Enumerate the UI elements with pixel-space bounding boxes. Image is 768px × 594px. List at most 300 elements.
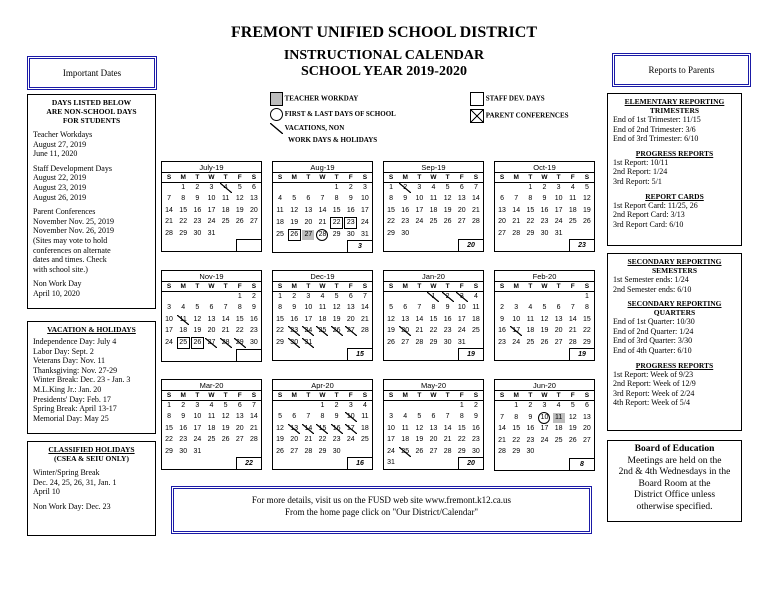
day-cell xyxy=(495,412,509,424)
day-number: 9 xyxy=(292,304,297,312)
day-number: 2 xyxy=(399,183,411,193)
day-cell xyxy=(190,194,204,206)
empty-cell xyxy=(412,228,426,240)
day-cell xyxy=(523,182,537,194)
day-number: 16 xyxy=(443,315,452,323)
empty-cell xyxy=(287,182,301,194)
day-number: 3 xyxy=(556,184,561,191)
weekday-header: M xyxy=(287,173,301,182)
weekday-header: S xyxy=(273,391,287,400)
day-number: 26 xyxy=(235,218,244,226)
weekday-header: T xyxy=(441,391,455,400)
day-number: 28 xyxy=(304,447,313,455)
day-cell xyxy=(273,412,287,424)
day-cell xyxy=(315,412,329,424)
day-number: 10 xyxy=(361,195,369,203)
day-cell xyxy=(204,412,218,424)
day-cell xyxy=(469,303,483,315)
day-cell xyxy=(233,435,247,447)
empty-cell xyxy=(441,240,455,252)
empty-cell xyxy=(287,241,301,253)
weekday-header: M xyxy=(176,282,190,291)
day-cell xyxy=(330,182,344,194)
day-cell xyxy=(190,412,204,424)
page-title: FREMONT UNIFIED SCHOOL DISTRICT xyxy=(231,24,537,41)
day-cell xyxy=(358,423,372,435)
day-number: 29 xyxy=(457,447,466,455)
day-number: 10 xyxy=(345,412,357,422)
weekday-header: W xyxy=(426,173,440,182)
day-number: 1 xyxy=(528,184,533,191)
day-cell xyxy=(398,182,412,194)
day-number: 7 xyxy=(223,304,228,312)
gray-swatch-icon xyxy=(270,92,283,106)
day-number: 21 xyxy=(250,424,258,432)
day-cell xyxy=(495,424,509,436)
empty-cell xyxy=(509,458,523,470)
day-cell xyxy=(330,400,344,412)
day-number: 24 xyxy=(207,218,216,226)
day-number: 7 xyxy=(362,293,367,300)
weekday-header: F xyxy=(344,282,358,291)
day-number: 5 xyxy=(584,184,589,191)
day-cell xyxy=(580,194,594,206)
day-cell xyxy=(523,303,537,315)
staff-dev-list xyxy=(33,164,150,202)
day-cell xyxy=(301,423,315,435)
text-line: April 10, 2020 xyxy=(33,288,80,298)
day-number: 22 xyxy=(526,218,535,226)
day-number: 17 xyxy=(540,425,549,433)
day-number: 19 xyxy=(583,206,591,214)
text-line: End of 3rd Trimester: 6/10 xyxy=(613,134,699,144)
day-cell xyxy=(566,400,580,412)
day-number: 26 xyxy=(443,218,452,226)
day-cell xyxy=(204,303,218,315)
day-cell xyxy=(398,412,412,424)
day-number: 18 xyxy=(568,206,577,214)
day-number: 14 xyxy=(568,315,577,323)
weekday-header: W xyxy=(537,173,551,182)
day-cell xyxy=(358,303,372,315)
empty-cell xyxy=(537,349,551,361)
day-number: 18 xyxy=(207,424,216,432)
day-number: 14 xyxy=(318,206,327,214)
text-line: End of 2nd Quarter: 1/24 xyxy=(613,326,694,336)
day-cell xyxy=(398,228,412,240)
day-number: 31 xyxy=(207,229,216,237)
day-number: 28 xyxy=(361,327,369,335)
weekday-header: S xyxy=(273,282,287,291)
day-cell xyxy=(469,205,483,217)
weekday-header: T xyxy=(301,391,315,400)
day-number: 13 xyxy=(457,195,466,203)
day-cell xyxy=(566,424,580,436)
text-line: August 22, 2019 xyxy=(33,173,87,183)
empty-cell xyxy=(509,349,523,361)
text-line: District Office unless xyxy=(633,490,716,500)
day-number: 13 xyxy=(235,413,244,421)
day-number: 12 xyxy=(235,195,244,203)
day-cell xyxy=(330,326,344,338)
empty-cell xyxy=(315,458,329,470)
day-cell xyxy=(523,326,537,338)
day-number: 3 xyxy=(417,184,422,191)
day-number: 29 xyxy=(512,448,521,456)
day-number: 30 xyxy=(401,229,410,237)
text-line: 3rd Report: Week of 2/24 xyxy=(613,388,695,398)
day-number: 1 xyxy=(584,293,589,300)
day-number: 1 xyxy=(514,402,519,409)
text-line: End of 4th Quarter: 6/10 xyxy=(613,345,692,355)
day-number: 21 xyxy=(443,436,452,444)
day-cell xyxy=(509,400,523,412)
weekday-header: T xyxy=(219,282,233,291)
day-cell xyxy=(412,435,426,447)
empty-cell xyxy=(344,337,358,349)
day-number: 11 xyxy=(276,206,284,214)
day-number: 13 xyxy=(498,206,506,214)
day-number: 5 xyxy=(445,184,450,191)
day-number: 27 xyxy=(457,218,466,226)
day-cell xyxy=(344,435,358,447)
month-name: Apr-20 xyxy=(273,380,372,391)
day-number: 26 xyxy=(583,218,591,226)
day-cell xyxy=(509,228,523,240)
day-cell xyxy=(537,303,551,315)
day-cell xyxy=(398,314,412,326)
empty-cell xyxy=(523,240,537,252)
day-cell xyxy=(219,423,233,435)
day-cell xyxy=(384,337,398,349)
day-cell xyxy=(247,291,261,303)
day-cell xyxy=(426,303,440,315)
day-cell xyxy=(247,303,261,315)
day-cell xyxy=(247,194,261,206)
text-line: August 27, 2019 xyxy=(33,139,87,149)
legend-vacations: VACATIONS, NON xyxy=(270,123,470,135)
day-cell xyxy=(315,291,329,303)
text-line: August 23, 2019 xyxy=(33,182,87,192)
day-number: 4 xyxy=(556,402,561,409)
day-cell xyxy=(537,337,551,349)
day-cell xyxy=(247,182,261,194)
text-line: 2nd & 4th Wednesdays in the xyxy=(618,467,731,477)
day-number: 25 xyxy=(177,337,190,349)
weekday-header: S xyxy=(469,391,483,400)
weekday-header: M xyxy=(287,282,301,291)
weekday-header: S xyxy=(247,173,261,182)
month-name: Jan-20 xyxy=(384,271,483,282)
day-cell xyxy=(509,424,523,436)
day-number: 18 xyxy=(221,206,230,214)
empty-cell xyxy=(204,446,218,458)
month-calendar xyxy=(161,161,262,252)
empty-cell xyxy=(412,240,426,252)
day-number: 12 xyxy=(415,424,424,432)
day-number: 19 xyxy=(415,436,424,444)
day-cell xyxy=(398,194,412,206)
day-number: 3 xyxy=(362,184,367,191)
day-cell xyxy=(287,291,301,303)
text-line: End of 3rd Quarter: 3/30 xyxy=(613,336,693,346)
weekday-header: S xyxy=(358,391,372,400)
day-number: 13 xyxy=(583,413,591,421)
day-number: 2 xyxy=(292,293,297,300)
day-number: 31 xyxy=(302,338,314,348)
day-number: 15 xyxy=(235,315,244,323)
empty-cell xyxy=(495,400,509,412)
day-number: 6 xyxy=(306,195,311,203)
day-number: 9 xyxy=(445,304,450,312)
day-number: 16 xyxy=(290,315,299,323)
day-cell xyxy=(301,205,315,217)
day-number: 30 xyxy=(179,447,188,455)
month-calendar xyxy=(272,379,373,470)
day-number: 2 xyxy=(542,184,547,191)
school-day-count: 16 xyxy=(347,457,372,469)
day-cell xyxy=(162,446,176,458)
day-cell xyxy=(219,435,233,447)
day-number: 14 xyxy=(498,425,506,433)
day-cell xyxy=(330,194,344,206)
day-cell xyxy=(330,229,344,241)
empty-cell xyxy=(384,240,398,252)
day-number: 4 xyxy=(570,184,575,191)
day-cell xyxy=(162,314,176,326)
trimester-list xyxy=(613,115,736,144)
day-number: 4 xyxy=(362,402,367,409)
empty-cell xyxy=(398,400,412,412)
day-number: 4 xyxy=(528,304,533,312)
text-line: with school site.) xyxy=(33,264,88,274)
day-cell xyxy=(412,314,426,326)
day-number: 11 xyxy=(361,413,369,421)
day-cell xyxy=(287,435,301,447)
day-number: 22 xyxy=(276,327,284,335)
weekday-header: W xyxy=(204,173,218,182)
day-number: 11 xyxy=(569,195,577,203)
day-number: 13 xyxy=(401,315,410,323)
day-cell xyxy=(176,303,190,315)
day-cell xyxy=(358,182,372,194)
day-cell xyxy=(412,423,426,435)
day-cell xyxy=(219,412,233,424)
empty-cell xyxy=(190,458,204,470)
day-cell xyxy=(162,194,176,206)
day-cell xyxy=(495,447,509,459)
day-cell xyxy=(176,446,190,458)
weekday-header: W xyxy=(315,173,329,182)
text-line: 3rd Report: 5/1 xyxy=(613,176,662,186)
day-cell xyxy=(412,326,426,338)
empty-cell xyxy=(552,349,566,361)
day-number: 25 xyxy=(526,338,535,346)
day-number: 19 xyxy=(276,436,284,444)
day-number: 25 xyxy=(221,218,230,226)
weekday-header: T xyxy=(330,391,344,400)
day-cell xyxy=(247,412,261,424)
day-cell xyxy=(580,412,594,424)
day-number: 8 xyxy=(514,413,519,421)
semesters-list xyxy=(613,275,736,294)
day-cell xyxy=(233,303,247,315)
day-number: 4 xyxy=(209,402,214,409)
legend-right xyxy=(470,92,600,123)
empty-cell xyxy=(315,337,329,349)
day-number: 1 xyxy=(167,402,172,409)
day-number: 18 xyxy=(179,327,188,335)
day-number: 6 xyxy=(403,304,408,312)
day-number: 10 xyxy=(457,304,466,312)
weekday-header: F xyxy=(455,282,469,291)
legend-parent-conf: PARENT CONFERENCES xyxy=(470,109,600,123)
day-cell xyxy=(190,435,204,447)
day-cell xyxy=(219,400,233,412)
day-number: 20 xyxy=(554,327,563,335)
day-cell xyxy=(190,205,204,217)
day-number: 30 xyxy=(472,447,480,455)
day-cell xyxy=(495,337,509,349)
day-number: 29 xyxy=(387,229,395,237)
day-number: 30 xyxy=(250,339,258,346)
day-number: 21 xyxy=(472,206,480,214)
text-line: Winter/Spring Break xyxy=(33,468,100,477)
weekday-header: M xyxy=(509,173,523,182)
day-cell xyxy=(426,182,440,194)
empty-cell xyxy=(247,228,261,240)
day-number: 8 xyxy=(459,413,464,421)
day-cell xyxy=(190,314,204,326)
day-number: 16 xyxy=(472,424,480,432)
day-number: 15 xyxy=(387,206,395,214)
day-cell xyxy=(273,446,287,458)
day-cell xyxy=(162,435,176,447)
day-number: 26 xyxy=(276,447,284,455)
day-number: 5 xyxy=(223,402,228,409)
day-cell xyxy=(412,205,426,217)
day-number: 12 xyxy=(387,315,395,323)
weekday-header: T xyxy=(552,173,566,182)
day-cell xyxy=(441,423,455,435)
day-number: 10 xyxy=(512,315,521,323)
empty-cell xyxy=(384,400,398,412)
text-line: 2nd Report: Week of 12/9 xyxy=(613,379,696,389)
day-number: 29 xyxy=(429,338,438,346)
day-cell xyxy=(580,435,594,447)
weekday-header: W xyxy=(204,391,218,400)
empty-cell xyxy=(301,241,315,253)
day-number: 29 xyxy=(526,229,535,237)
day-cell xyxy=(523,194,537,206)
day-number: 7 xyxy=(514,195,519,203)
day-cell xyxy=(344,182,358,194)
day-cell xyxy=(301,217,315,229)
weekday-header: M xyxy=(509,391,523,400)
day-cell xyxy=(469,217,483,229)
empty-cell xyxy=(580,228,594,240)
weekday-header: T xyxy=(552,282,566,291)
day-number: 21 xyxy=(361,315,369,323)
day-number: 26 xyxy=(288,229,301,241)
empty-cell xyxy=(219,349,233,361)
day-number: 5 xyxy=(542,304,547,312)
weekday-header: M xyxy=(176,391,190,400)
day-cell xyxy=(398,205,412,217)
day-cell xyxy=(204,326,218,338)
day-cell xyxy=(398,303,412,315)
empty-cell xyxy=(287,349,301,361)
text-line: April 10 xyxy=(33,487,60,497)
day-cell xyxy=(523,412,537,424)
weekday-header: S xyxy=(495,173,509,182)
day-number: 8 xyxy=(528,195,533,203)
weekday-header: F xyxy=(455,391,469,400)
day-number: 23 xyxy=(250,327,258,335)
weekday-header: W xyxy=(426,391,440,400)
day-number: 28 xyxy=(250,436,258,444)
empty-cell xyxy=(384,291,398,303)
day-cell xyxy=(412,337,426,349)
weekday-header: T xyxy=(441,173,455,182)
day-cell xyxy=(344,400,358,412)
day-number: 8 xyxy=(334,195,339,203)
weekday-header: T xyxy=(301,282,315,291)
day-cell xyxy=(412,446,426,458)
day-number: 17 xyxy=(510,326,522,336)
day-cell xyxy=(426,326,440,338)
empty-cell xyxy=(219,446,233,458)
day-cell xyxy=(384,458,398,470)
day-number: 21 xyxy=(512,218,521,226)
weekday-header: W xyxy=(426,282,440,291)
text-line: 1st Semester ends: 1/24 xyxy=(613,275,689,284)
day-cell xyxy=(455,303,469,315)
legend-teacher-workday: TEACHER WORKDAY xyxy=(270,92,470,108)
day-number: 29 xyxy=(583,338,591,346)
day-cell xyxy=(190,337,204,349)
day-number: 21 xyxy=(221,327,230,335)
day-cell xyxy=(301,412,315,424)
day-cell xyxy=(441,435,455,447)
day-cell xyxy=(537,424,551,436)
day-cell xyxy=(523,435,537,447)
text-line: Staff Development Days xyxy=(33,163,112,173)
day-number: 27 xyxy=(250,218,258,226)
day-number: 12 xyxy=(193,315,202,323)
day-cell xyxy=(190,446,204,458)
day-cell xyxy=(495,217,509,229)
day-number: 27 xyxy=(205,338,217,348)
weekday-header: S xyxy=(247,282,261,291)
day-cell xyxy=(162,217,176,229)
empty-cell xyxy=(523,349,537,361)
quarters-list xyxy=(613,317,736,355)
day-number: 23 xyxy=(344,217,357,229)
empty-cell xyxy=(273,400,287,412)
day-cell xyxy=(509,337,523,349)
day-cell xyxy=(358,217,372,229)
day-cell xyxy=(301,194,315,206)
empty-cell xyxy=(287,400,301,412)
text-line: 1st Report: Week of 9/23 xyxy=(613,369,694,379)
classified-holidays-panel: CLASSIFIED HOLIDAYS (CSEA & SEIU ONLY) Winter/Spring Break Dec. 24, 25, 26, 31, Jan. 1 April 10 Non Work Day: Dec. 23 xyxy=(27,441,156,536)
day-cell xyxy=(204,228,218,240)
text-line: Dec. 24, 25, 26, 31, Jan. 1 xyxy=(33,477,117,487)
day-number: 5 xyxy=(417,413,422,421)
weekday-header: S xyxy=(162,391,176,400)
day-number: 11 xyxy=(177,315,189,325)
